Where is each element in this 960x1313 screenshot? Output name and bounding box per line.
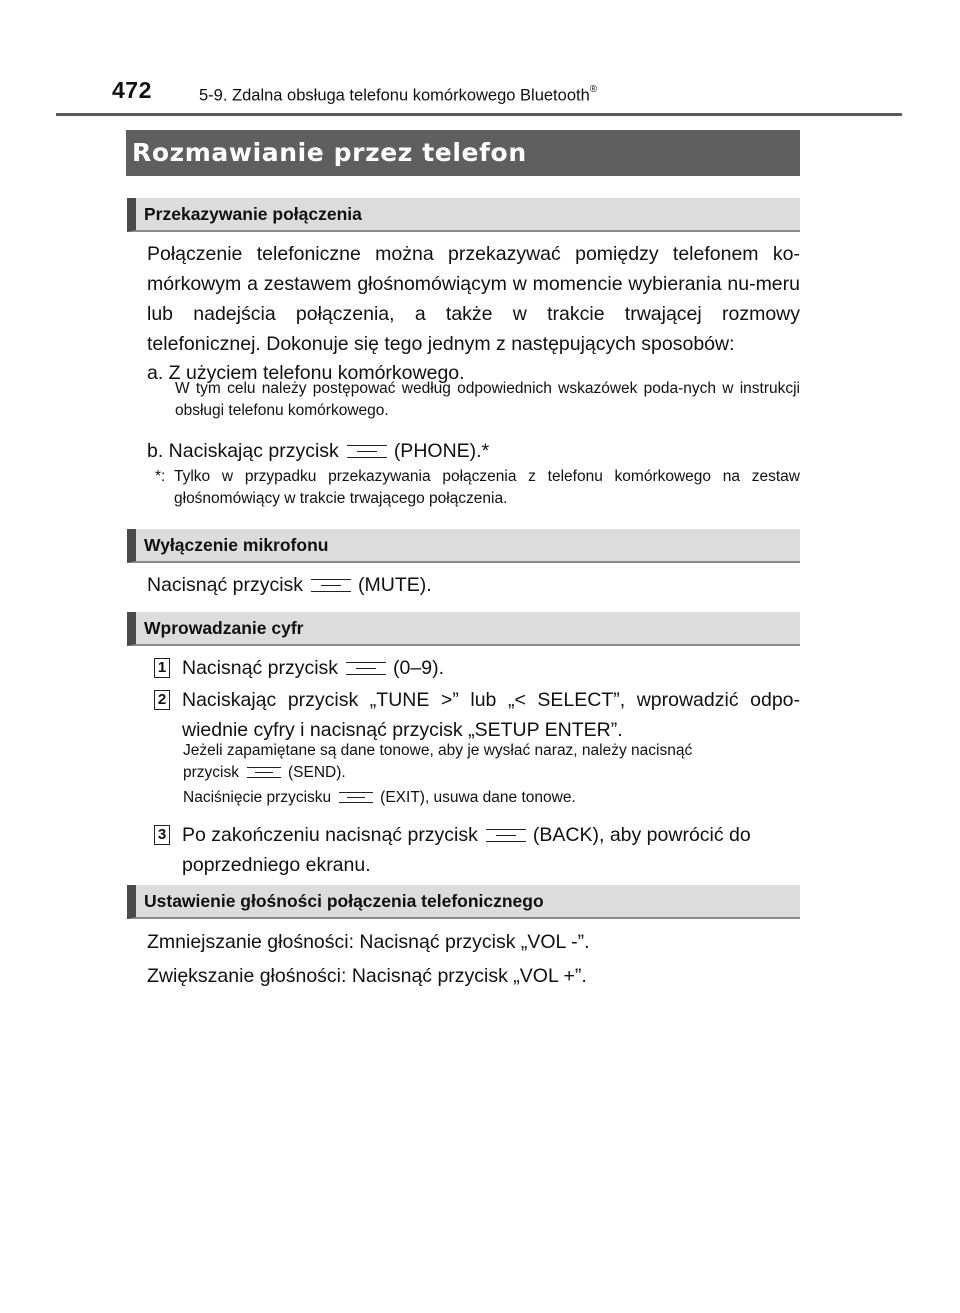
page-number: 472 <box>112 77 152 103</box>
header-rule <box>56 113 902 116</box>
option-b <box>147 436 489 466</box>
send-note-line-1: Jeżeli zapamiętane są dane tonowe, aby je wysłać naraz, należy nacisnąć <box>183 742 693 759</box>
step-1-text <box>182 653 444 683</box>
step-3-line-1 <box>182 820 751 850</box>
volume-increase: Zwiększanie głośności: Nacisnąć przycisk „VOL +”. <box>147 965 587 987</box>
running-header <box>199 86 597 106</box>
send-note-line-2 <box>183 762 346 784</box>
registered-mark: ® <box>589 84 598 95</box>
mute-button-icon <box>311 579 351 592</box>
option-a-note: W tym celu należy postępować według odpowiednich wskazówek poda-nych w instrukcji obsługi telefonu komórkowego. <box>175 380 800 419</box>
step-3-suffix: (BACK), aby powrócić do <box>532 824 751 846</box>
subheading-transfer: Przekazywanie połączenia <box>127 198 800 232</box>
section-title: 5-9. Zdalna obsługa telefonu komórkowego Bluetooth <box>199 86 590 105</box>
step-1-suffix: (0–9). <box>393 657 444 679</box>
option-a: a. Z użyciem telefonu komórkowego. <box>147 362 465 384</box>
mute-prefix: Nacisnąć przycisk <box>147 574 304 596</box>
main-title: Rozmawianie przez telefon <box>126 130 800 176</box>
exit-button-icon <box>339 792 373 803</box>
subheading-mute: Wyłączenie mikrofonu <box>127 529 800 563</box>
exit-note-suffix: (EXIT), usuwa dane tonowe. <box>380 789 576 806</box>
step-3-number: 3 <box>154 825 170 845</box>
mute-instruction <box>147 570 432 600</box>
step-2-number: 2 <box>154 690 170 710</box>
digit-button-icon <box>346 662 386 675</box>
phone-button-icon <box>347 445 387 458</box>
step-3-line-2: poprzedniego ekranu. <box>182 854 371 876</box>
send-button-icon <box>247 767 281 778</box>
footnote-text: Tylko w przypadku przekazywania połączenia z telefonu komórkowego na zestaw głośnomówiący w trakcie trwającego połączenia. <box>174 468 800 507</box>
back-button-icon <box>486 829 526 842</box>
exit-note-line <box>183 787 576 809</box>
step-1-prefix: Nacisnąć przycisk <box>182 657 339 679</box>
mute-suffix: (MUTE). <box>358 574 432 596</box>
send-note-suffix: (SEND). <box>287 764 346 781</box>
footnote-mark: *: <box>155 468 166 485</box>
send-note-prefix: przycisk <box>183 764 239 781</box>
step-1-number: 1 <box>154 658 170 678</box>
option-b-prefix: b. Naciskając przycisk <box>147 440 339 462</box>
subheading-digits: Wprowadzanie cyfr <box>127 612 800 646</box>
subheading-volume: Ustawienie głośności połączenia telefonicznego <box>127 885 800 919</box>
volume-decrease: Zmniejszanie głośności: Nacisnąć przycisk „VOL -”. <box>147 931 590 953</box>
step-3-prefix: Po zakończeniu nacisnąć przycisk <box>182 824 478 846</box>
option-b-suffix: (PHONE).* <box>393 440 490 462</box>
step-2-text: Naciskając przycisk „TUNE >” lub „< SELECT”, wprowadzić odpo-wiednie cyfry i nacisnąć przycisk „SETUP ENTER”. <box>182 689 800 741</box>
exit-note-prefix: Naciśnięcie przycisku <box>183 789 332 806</box>
transfer-intro: Połączenie telefoniczne można przekazywać pomiędzy telefonem ko-mórkowym a zestawem głośnomówiącym w momencie wybierania nu-meru lub nadejścia połączenia, a także w trakcie trwającej rozmowy telefonicznej. Dokonuje się tego jednym z następujących sposobów: <box>147 243 800 355</box>
